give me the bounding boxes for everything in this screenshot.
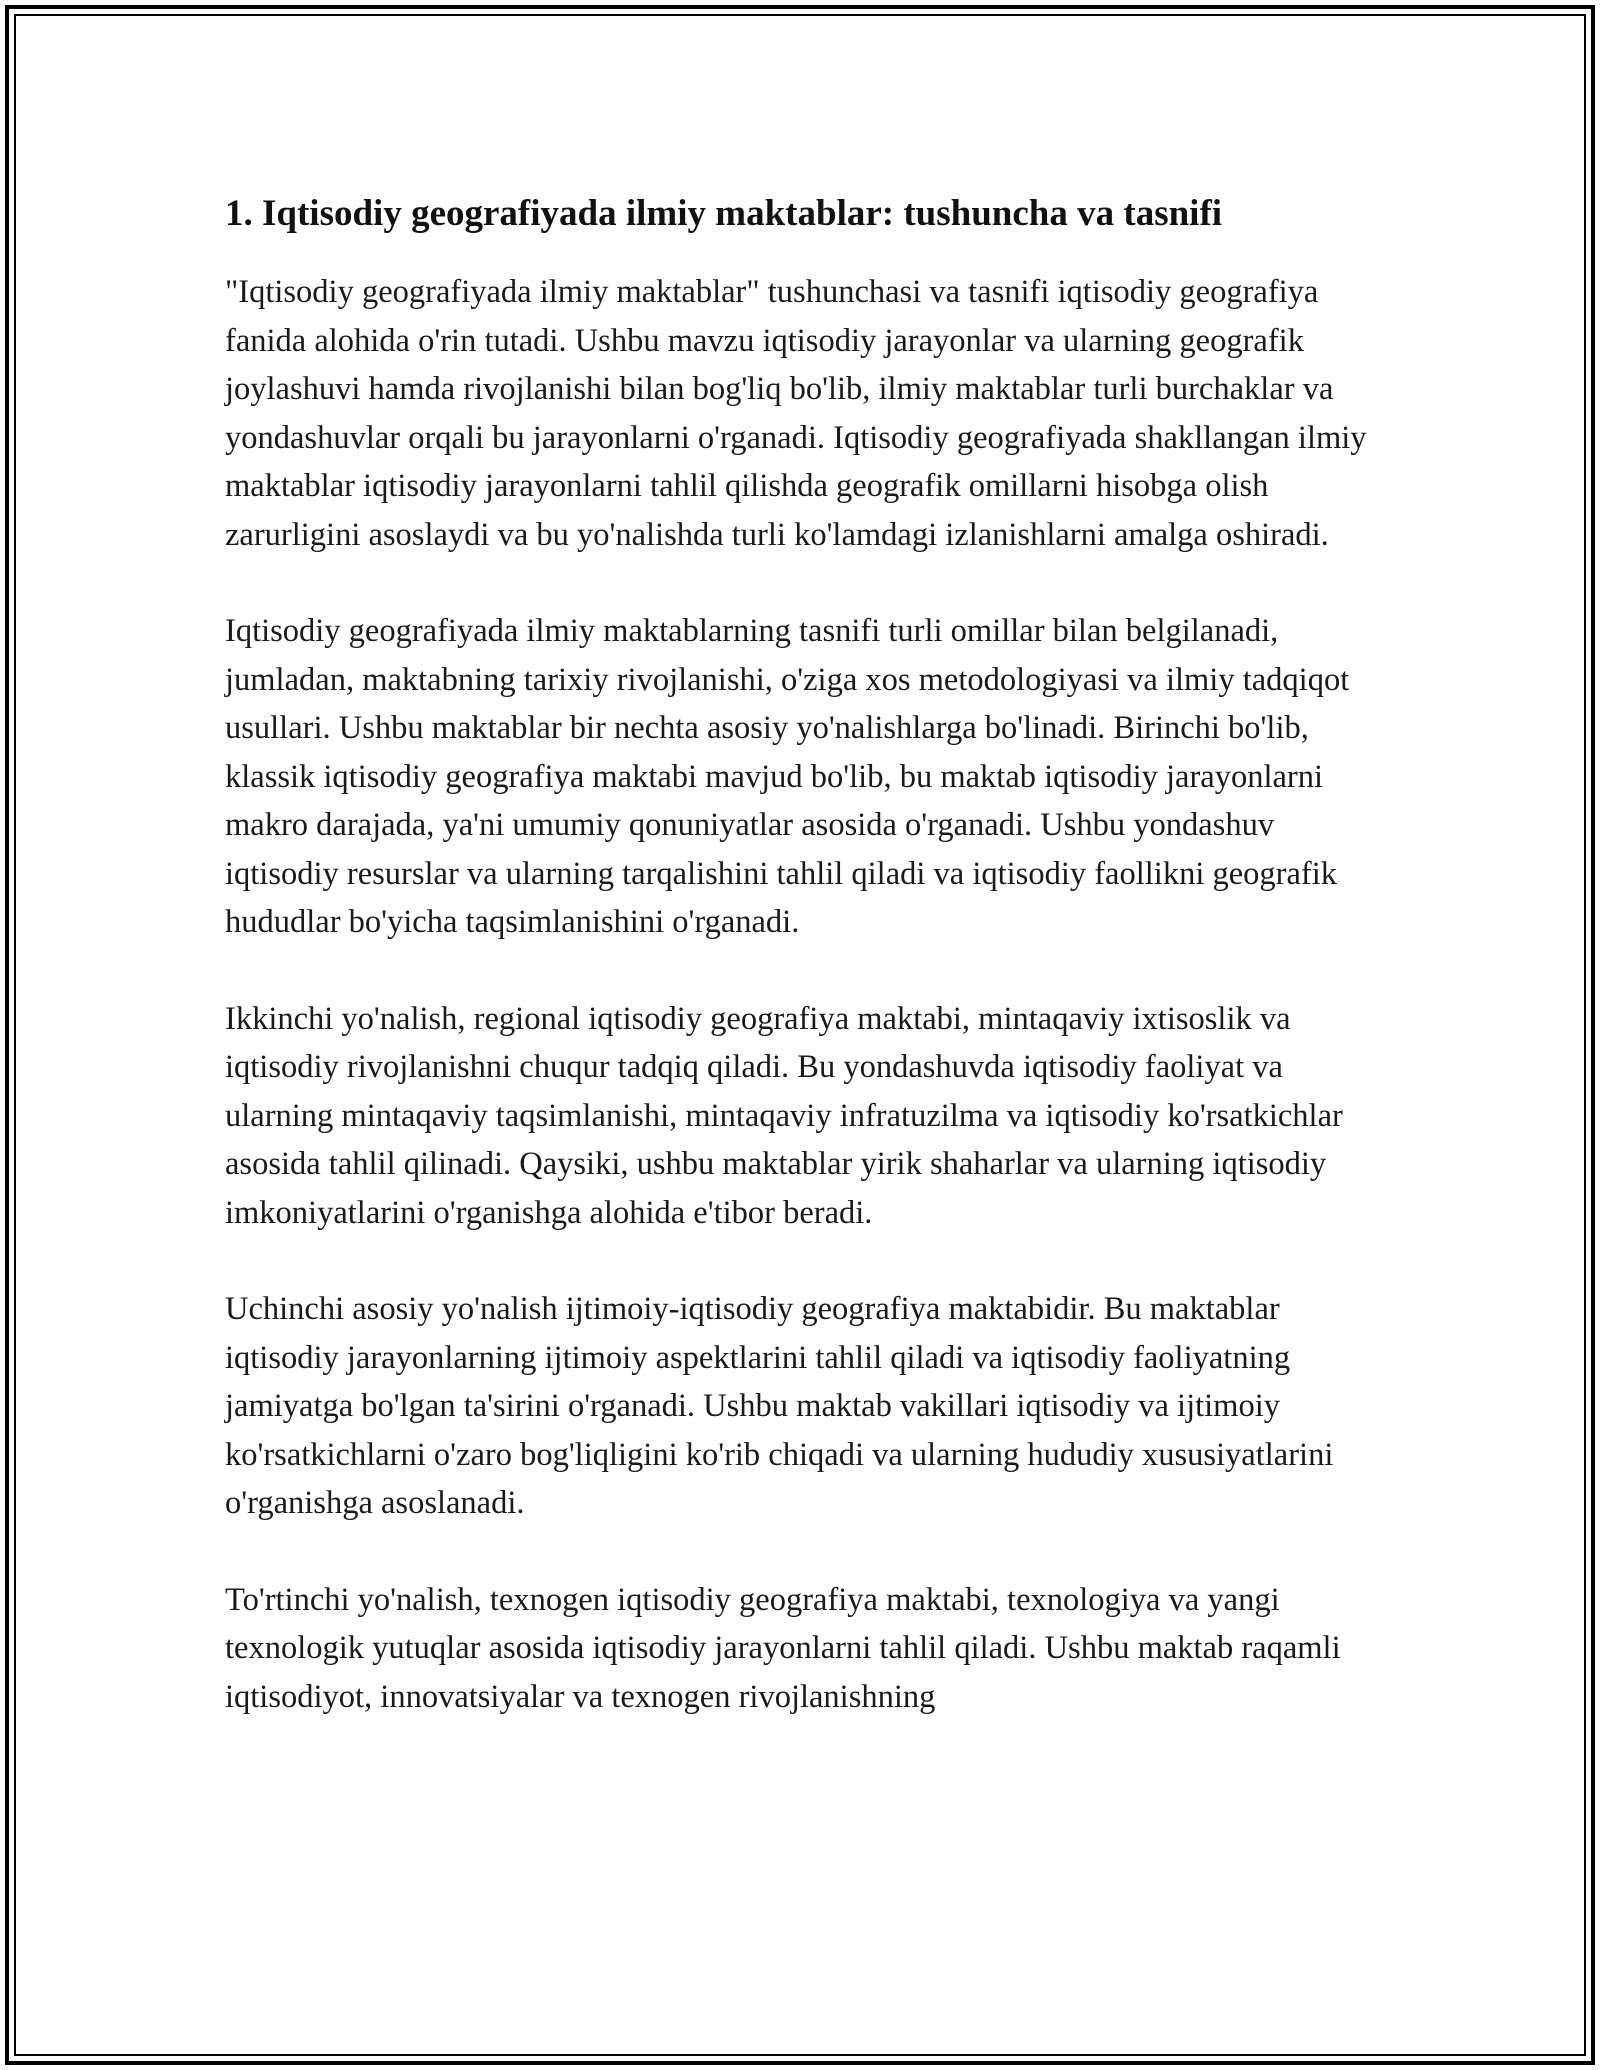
document-body [225,186,1395,1769]
paragraph-4: Uchinchi asosiy yo'nalish ijtimoiy-iqtisodiy geografiya maktabidir. Bu maktablar iqtisodiy jarayonlarning ijtimoiy aspektlarini tahlil qiladi va iqtisodiy faoliyatning jamiyatga bo'lgan ta'sirini o'rganadi. Ushbu maktab vakillari iqtisodiy va ijtimoiy ko'rsatkichlarni o'zaro bog'liqligini ko'rib chiqadi va ularning hududiy xususiyatlarini o'rganishga asoslanadi. [225,1291,1334,1521]
paragraph-2: Iqtisodiy geografiyada ilmiy maktablarning tasnifi turli omillar bilan belgilanadi, jumladan, maktabning tarixiy rivojlanishi, o'ziga xos metodologiyasi va ilmiy tadqiqot usullari. Ushbu maktablar bir nechta asosiy yo'nalishlarga bo'linadi. Birinchi bo'lib, klassik iqtisodiy geografiya maktabi mavjud bo'lib, bu maktab iqtisodiy jarayonlarni makro darajada, ya'ni umumiy qonuniyatlar asosida o'rganadi. Ushbu yondashuv iqtisodiy resurslar va ularning tarqalishini tahlil qiladi va iqtisodiy faollikni geografik hududlar bo'yicha taqsimlanishini o'rganadi. [225,613,1350,940]
paragraph-5: To'rtinchi yo'nalish, texnogen iqtisodiy geografiya maktabi, texnologiya va yangi texnologik yutuqlar asosida iqtisodiy jarayonlarni tahlil qiladi. Ushbu maktab raqamli iqtisodiyot, innovatsiyalar va texnogen rivojlanishning [225,1581,1341,1715]
section-heading: 1. Iqtisodiy geografiyada ilmiy maktablar: tushuncha va tasnifi [225,193,1223,234]
paragraph-3: Ikkinchi yo'nalish, regional iqtisodiy geografiya maktabi, mintaqaviy ixtisoslik va iqtisodiy rivojlanishni chuqur tadqiq qiladi. Bu yondashuvda iqtisodiy faoliyat va ularning mintaqaviy taqsimlanishi, mintaqaviy infratuzilma va iqtisodiy ko'rsatkichlar asosida tahlil qilinadi. Qaysiki, ushbu maktablar yirik shaharlar va ularning iqtisodiy imkoniyatlarini o'rganishga alohida e'tibor beradi. [225,1000,1343,1231]
paragraph-1: "Iqtisodiy geografiyada ilmiy maktablar" tushunchasi va tasnifi iqtisodiy geografiya fanida alohida o'rin tutadi. Ushbu mavzu iqtisodiy jarayonlar va ularning geografik joylashuvi hamda rivojlanishi bilan bog'liq bo'lib, ilmiy maktablar turli burchaklar va yondashuvlar orqali bu jarayonlarni o'rganadi. Iqtisodiy geografiyada shakllangan ilmiy maktablar iqtisodiy jarayonlarni tahlil qilishda geografik omillarni hisobga olish zarurligini asoslaydi va bu yo'nalishda turli ko'lamdagi izlanishlarni amalga oshiradi. [225,274,1367,553]
